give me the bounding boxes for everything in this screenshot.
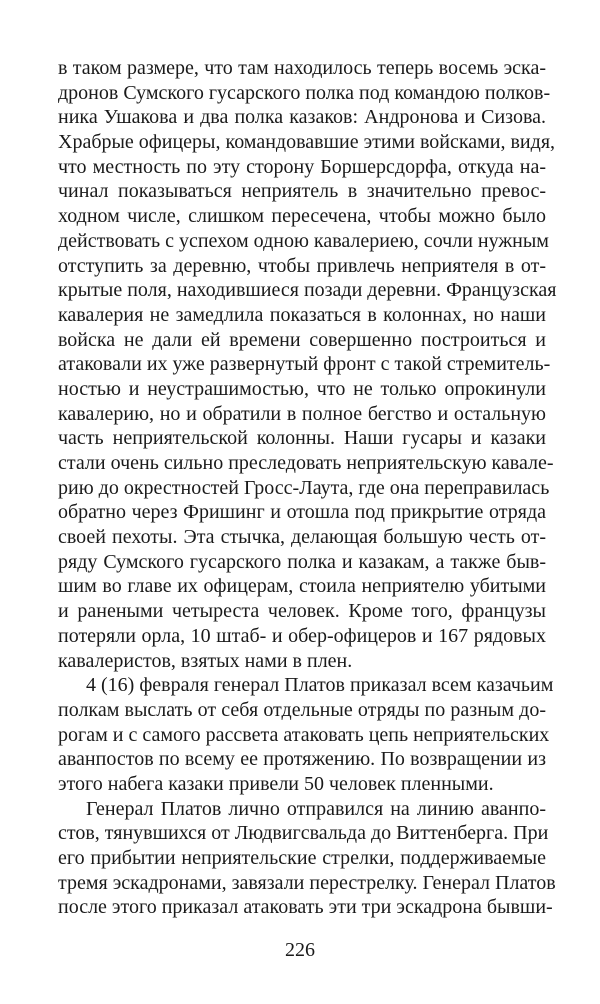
text-line: стов, тянувшихся от Людвигсвальда до Виттенберга. При: [58, 822, 549, 845]
text-line: шим во главе их офицерам, стоила неприятелю убитыми: [58, 575, 546, 598]
text-line: чинал показываться неприятель в значительно превос-: [58, 180, 546, 203]
text-line: действовать с успехом одною кавалериею, сочли нужным: [58, 229, 549, 252]
text-line: ходном числе, слишком пересечена, чтобы можно было: [58, 205, 546, 228]
text-line: рогам и с самого рассвета атаковать цепь неприятельских: [58, 723, 550, 746]
text-line: Храбрые офицеры, командовавшие этими войсками, видя,: [58, 131, 556, 154]
text-line: этого набега казаки привели 50 человек пленными.: [58, 772, 494, 795]
text-line: ряду Сумского гусарского полка и казакам, а также быв-: [58, 550, 546, 573]
text-line: отступить за деревню, чтобы привлечь неприятеля в от-: [58, 254, 546, 277]
paragraph: [58, 56, 557, 673]
text-line: своей пехоты. Эта стычка, делающая большую честь от-: [58, 526, 546, 549]
paragraph: [58, 673, 554, 796]
text-line: Генерал Платов лично отправился на линию аванпо-: [86, 797, 546, 820]
text-line: после этого приказал атаковать эти три эскадрона бывши-: [58, 896, 553, 919]
text-line: что местность по эту сторону Боршерсдорфа, откуда на-: [58, 155, 546, 178]
text-line: потеряли орла, 10 штаб- и обер-офицеров и 167 рядовых: [58, 624, 546, 647]
text-line: атаковали их уже развернутый фронт с такой стремитель-: [58, 353, 551, 376]
paragraph: [58, 797, 556, 920]
text-line: и ранеными четыреста человек. Кроме того, французы: [58, 600, 546, 623]
text-line: крытые поля, находившиеся позади деревни. Французская: [58, 279, 557, 302]
text-line: 4 (16) февраля генерал Платов приказал всем казачьим: [86, 674, 554, 697]
text-line: полкам выслать от себя отдельные отряды по разным до-: [58, 698, 546, 721]
text-line: аванпостов по всему ее протяжению. По возвращении из: [58, 748, 546, 771]
text-line: войска не дали ей времени совершенно построиться и: [58, 328, 546, 351]
text-line: дронов Сумского гусарского полка под командою полков-: [58, 81, 551, 104]
text-line: часть неприятельской колонны. Наши гусары и казаки: [58, 427, 546, 450]
text-line: обратно через Фришинг и отошла под прикрытие отряда: [58, 501, 546, 524]
text-line: ностью и неустрашимостью, что не только опрокинули: [58, 377, 546, 400]
text-line: его прибытии неприятельские стрелки, поддерживаемые: [58, 847, 546, 869]
page-body: [58, 56, 557, 920]
text-line: кавалерию, но и обратили в полное бегство и остальную: [58, 402, 546, 425]
text-line: тремя эскадронами, завязали перестрелку. Генерал Платов: [58, 871, 556, 894]
page-number: 226: [285, 939, 315, 961]
text-line: стали очень сильно преследовать неприятельскую кавале-: [58, 452, 554, 474]
text-line: кавалерия не замедлила показаться в колоннах, но наши: [58, 303, 546, 326]
text-line: в таком размере, что там находилось теперь восемь эска-: [58, 57, 546, 79]
text-line: рию до окрестностей Гросс-Лаута, где она переправилась: [58, 476, 550, 499]
text-line: кавалеристов, взятых нами в плен.: [58, 649, 353, 672]
text-line: ника Ушакова и два полка казаков: Андронова и Сизова.: [58, 106, 546, 129]
